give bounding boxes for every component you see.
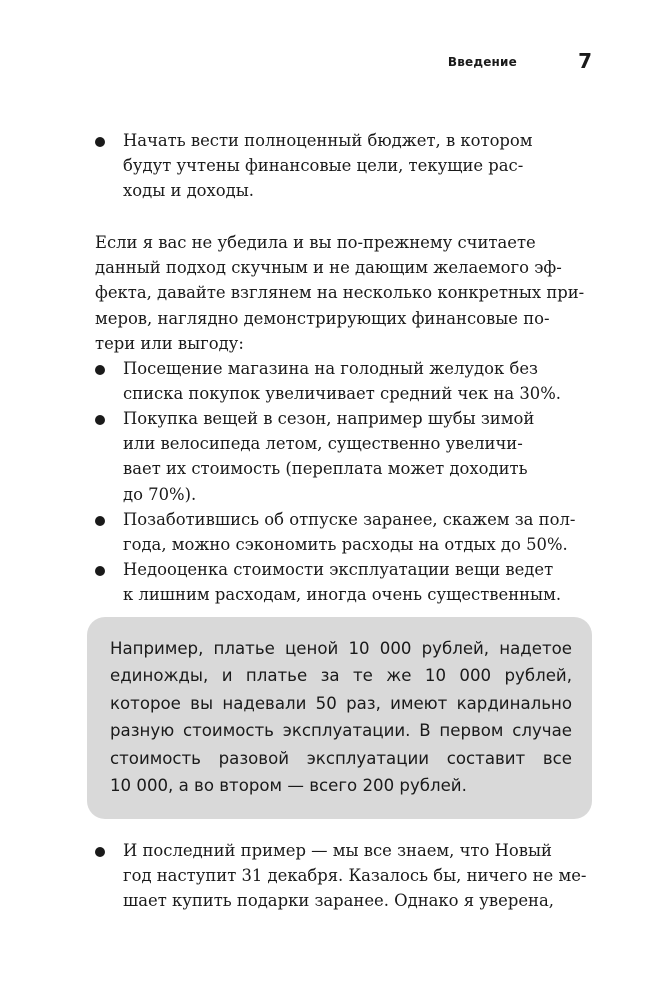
text-line: разную стоимость эксплуатации. В первом случае bbox=[110, 721, 572, 741]
list-item-text bbox=[123, 128, 533, 204]
list-item bbox=[95, 557, 562, 607]
text-line: к лишним расходам, иногда очень существенным. bbox=[123, 585, 562, 605]
text-line: года, можно сэкономить расходы на отдых до 50%. bbox=[123, 535, 568, 555]
text-line: Недооценка стоимости эксплуатации вещи ведет bbox=[123, 560, 554, 579]
list-item bbox=[95, 406, 535, 507]
list-item bbox=[95, 128, 533, 204]
running-head bbox=[0, 49, 672, 74]
text-line: меров, наглядно демонстрирующих финансовые по- bbox=[95, 308, 550, 328]
text-line: списка покупок увеличивает средний чек на 30%. bbox=[123, 384, 561, 404]
callout-text bbox=[110, 635, 572, 799]
text-line: И последний пример — мы все знаем, что Новый bbox=[123, 841, 552, 860]
callout-box bbox=[87, 617, 592, 819]
bullet-icon bbox=[95, 847, 105, 857]
list-item-text bbox=[123, 557, 562, 607]
text-line: Покупка вещей в сезон, например шубы зимой bbox=[123, 409, 535, 428]
list-item-text bbox=[123, 838, 587, 914]
text-line: шает купить подарки заранее. Однако я уверена, bbox=[123, 891, 554, 911]
list-item bbox=[95, 356, 561, 406]
text-line: стоимость разовой эксплуатации составит все bbox=[110, 748, 572, 768]
bullet-icon bbox=[95, 516, 105, 526]
text-line: 10 000, а во втором — всего 200 рублей. bbox=[110, 776, 467, 796]
text-line: ходы и доходы. bbox=[123, 181, 255, 201]
bullet-icon bbox=[95, 137, 105, 147]
list-item bbox=[95, 507, 576, 557]
list-item bbox=[95, 838, 587, 914]
text-line: год наступит 31 декабря. Казалось бы, ничего не ме- bbox=[123, 866, 587, 886]
text-line: вает их стоимость (переплата может доходить bbox=[123, 459, 528, 479]
section-title: Введение bbox=[447, 55, 517, 69]
bullet-icon bbox=[95, 415, 105, 425]
text-line: единожды, и платье за те же 10 000 рублей, bbox=[110, 666, 572, 686]
page-number: 7 bbox=[578, 49, 592, 73]
text-line: до 70%). bbox=[123, 484, 197, 504]
text-line: Позаботившись об отпуске заранее, скажем за пол- bbox=[123, 510, 576, 529]
list-item-text bbox=[123, 356, 561, 406]
text-line: Посещение магазина на голодный желудок без bbox=[123, 359, 538, 378]
list-item-text bbox=[123, 507, 576, 557]
text-line: данный подход скучным и не дающим желаемого эф- bbox=[95, 258, 562, 278]
text-line: будут учтены финансовые цели, текущие рас- bbox=[123, 156, 524, 176]
text-line: Если я вас не убедила и вы по-прежнему считаете bbox=[95, 233, 536, 252]
text-line: тери или выгоду: bbox=[95, 333, 244, 353]
bullet-icon bbox=[95, 566, 105, 576]
text-line: или велосипеда летом, существенно увеличи- bbox=[123, 434, 523, 454]
bullet-icon bbox=[95, 365, 105, 375]
paragraph bbox=[95, 230, 585, 356]
text-line: фекта, давайте взглянем на несколько конкретных при- bbox=[95, 283, 585, 303]
text-line: которое вы надевали 50 раз, имеют кардинально bbox=[110, 693, 572, 713]
text-line: Начать вести полноценный бюджет, в котором bbox=[123, 131, 533, 150]
text-line: Например, платье ценой 10 000 рублей, надетое bbox=[110, 639, 572, 658]
list-item-text bbox=[123, 406, 535, 507]
